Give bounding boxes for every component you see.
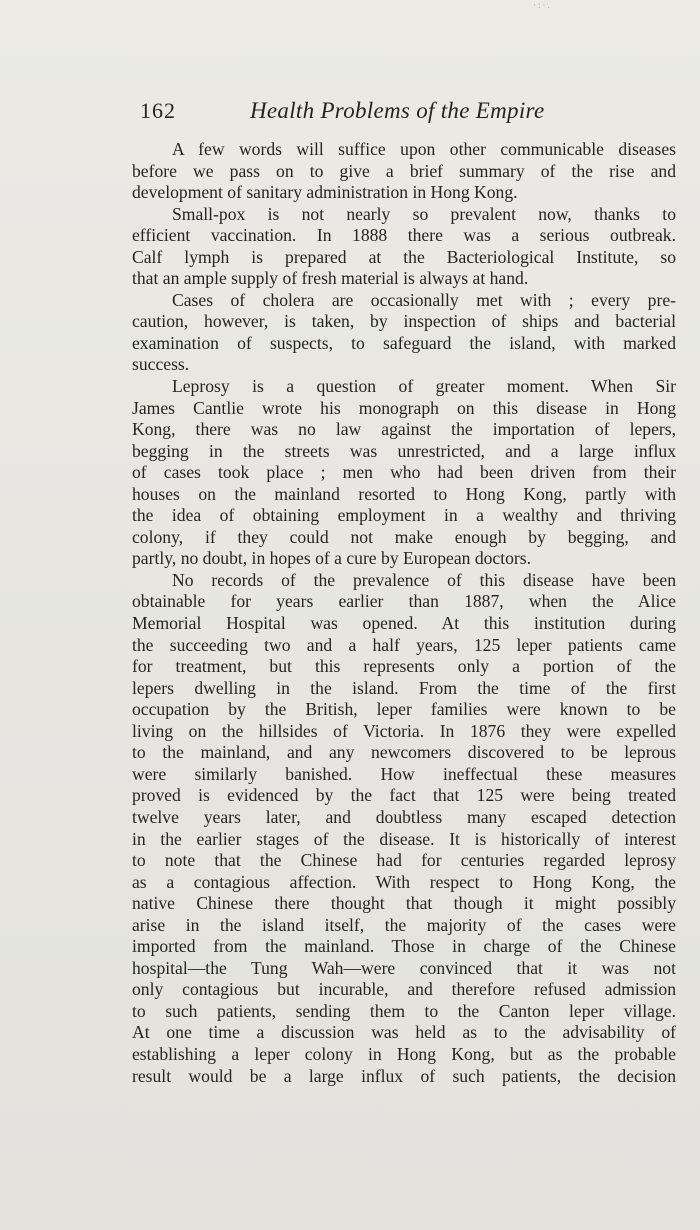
text-line: examination of suspects, to safeguard the island, with marked	[132, 332, 676, 353]
text-line: No records of the prevalence of this disease have been	[172, 569, 676, 590]
text-line: Small-pox is not nearly so prevalent now, thanks to	[172, 203, 676, 224]
text-line: Kong, there was no law against the importation of lepers,	[132, 419, 676, 440]
running-title: Health Problems of the Empire	[250, 98, 545, 123]
body-text	[132, 139, 676, 1087]
text-line: begging in the streets was unrestricted, and a large influx	[132, 440, 676, 461]
text-line: Cases of cholera are occasionally met with ; every pre-	[172, 289, 676, 310]
text-line: before we pass on to give a brief summary of the rise and	[132, 160, 676, 181]
text-line: in the earlier stages of the disease. It is historically of interest	[132, 828, 676, 849]
text-line: lepers dwelling in the island. From the time of the first	[132, 677, 676, 698]
text-line: James Cantlie wrote his monograph on this disease in Hong	[132, 397, 676, 418]
text-line: the idea of obtaining employment in a wealthy and thriving	[132, 505, 676, 526]
page-header	[140, 94, 680, 128]
text-line: efficient vaccination. In 1888 there was a serious outbreak.	[132, 225, 676, 246]
text-line: were similarly banished. How ineffectual these measures	[132, 763, 676, 784]
text-line: partly, no doubt, in hopes of a cure by European doctors.	[132, 548, 532, 569]
text-line: success.	[132, 354, 190, 375]
text-line: establishing a leper colony in Hong Kong, but as the probable	[132, 1043, 676, 1064]
text-line: imported from the mainland. Those in charge of the Chinese	[132, 936, 676, 957]
text-line: that an ample supply of fresh material is always at hand.	[132, 268, 529, 289]
text-line: colony, if they could not make enough by begging, and	[132, 526, 676, 547]
text-line: only contagious but incurable, and therefore refused admission	[132, 979, 676, 1000]
text-line: twelve years later, and doubtless many escaped detection	[132, 806, 676, 827]
text-line: development of sanitary administration in Hong Kong.	[132, 182, 518, 203]
page-blemish: ·:·.	[533, 0, 552, 10]
text-line: occupation by the British, leper families were known to be	[132, 699, 676, 720]
text-line: result would be a large influx of such patients, the decision	[132, 1065, 676, 1086]
text-line: the succeeding two and a half years, 125 leper patients came	[132, 634, 676, 655]
text-line: Calf lymph is prepared at the Bacteriological Institute, so	[132, 246, 676, 267]
text-line: to note that the Chinese had for centuries regarded leprosy	[132, 850, 676, 871]
text-line: to such patients, sending them to the Canton leper village.	[132, 1000, 676, 1021]
page-number: 162	[140, 98, 176, 123]
text-line: houses on the mainland resorted to Hong Kong, partly with	[132, 483, 676, 504]
text-line: living on the hillsides of Victoria. In 1876 they were expelled	[132, 720, 676, 741]
text-line: Memorial Hospital was opened. At this institution during	[132, 613, 676, 634]
text-line: obtainable for years earlier than 1887, when the Alice	[132, 591, 676, 612]
text-line: hospital—the Tung Wah—were convinced that it was not	[132, 957, 676, 978]
text-line: At one time a discussion was held as to the advisability of	[132, 1022, 676, 1043]
text-line: as a contagious affection. With respect to Hong Kong, the	[132, 871, 676, 892]
text-line: for treatment, but this represents only a portion of the	[132, 656, 676, 677]
text-line: to the mainland, and any newcomers discovered to be leprous	[132, 742, 676, 763]
text-line: A few words will suffice upon other communicable diseases	[172, 139, 676, 159]
text-line: of cases took place ; men who had been driven from their	[132, 462, 676, 483]
text-line: proved is evidenced by the fact that 125 were being treated	[132, 785, 676, 806]
text-line: caution, however, is taken, by inspection of ships and bacterial	[132, 311, 676, 332]
text-line: Leprosy is a question of greater moment. When Sir	[172, 376, 676, 397]
text-line: native Chinese there thought that though it might possibly	[132, 893, 676, 914]
text-line: arise in the island itself, the majority of the cases were	[132, 914, 676, 935]
